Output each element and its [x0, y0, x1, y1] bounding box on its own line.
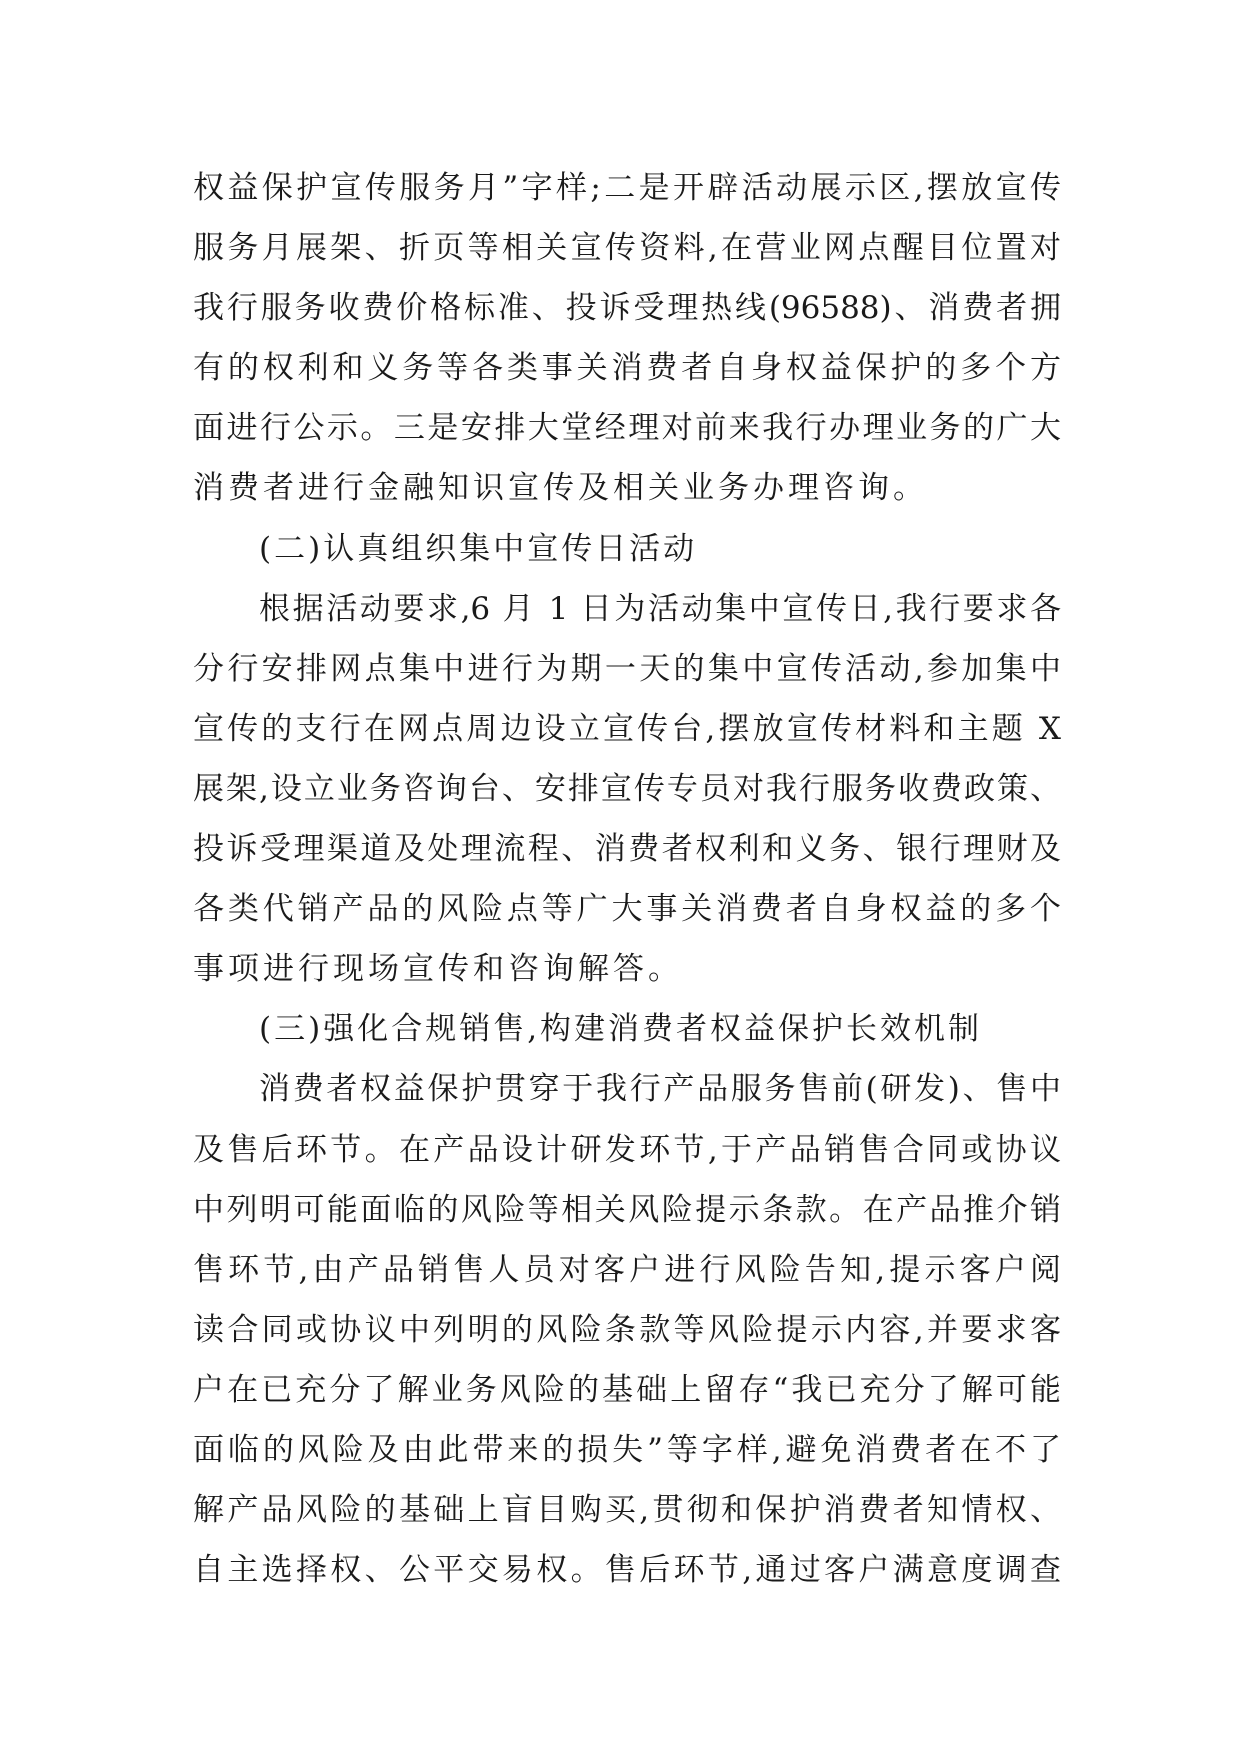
text-line: 解产品风险的基础上盲目购买,贯彻和保护消费者知情权、 [193, 1492, 1061, 1529]
section-heading-2: (二)认真组织集中宣传日活动 [259, 530, 698, 567]
text-line: 服务月展架、折页等相关宣传资料,在营业网点醒目位置对 [193, 230, 1061, 267]
text-line: 中列明可能面临的风险等相关风险提示条款。在产品推介销 [193, 1191, 1061, 1228]
text-line: 读合同或协议中列明的风险条款等风险提示内容,并要求客 [193, 1311, 1061, 1348]
text-line: 根据活动要求,6 月 1 日为活动集中宣传日,我行要求各 [259, 590, 1061, 627]
text-line: 面进行公示。三是安排大堂经理对前来我行办理业务的广大 [193, 410, 1061, 447]
text-line: 事项进行现场宣传和咨询解答。 [193, 951, 683, 988]
text-line: 自主选择权、公平交易权。售后环节,通过客户满意度调查 [193, 1552, 1061, 1589]
text-line: 有的权利和义务等各类事关消费者自身权益保护的多个方 [193, 350, 1061, 387]
text-line: 售环节,由产品销售人员对客户进行风险告知,提示客户阅 [193, 1251, 1061, 1288]
body-text [193, 158, 1061, 1600]
text-line: 户在已充分了解业务风险的基础上留存“我已充分了解可能 [193, 1371, 1061, 1408]
text-line: 权益保护宣传服务月”字样;二是开辟活动展示区,摆放宣传 [193, 170, 1061, 206]
text-line: 面临的风险及由此带来的损失”等字样,避免消费者在不了 [193, 1431, 1061, 1468]
text-line: 消费者进行金融知识宣传及相关业务办理咨询。 [193, 470, 928, 507]
text-line: 投诉受理渠道及处理流程、消费者权利和义务、银行理财及 [193, 831, 1061, 868]
text-line: 分行安排网点集中进行为期一天的集中宣传活动,参加集中 [193, 650, 1061, 687]
text-line: 及售后环节。在产品设计研发环节,于产品销售合同或协议 [193, 1131, 1061, 1168]
text-line: 宣传的支行在网点周边设立宣传台,摆放宣传材料和主题 X [193, 710, 1061, 747]
text-line: 展架,设立业务咨询台、安排宣传专员对我行服务收费政策、 [193, 770, 1061, 807]
text-line: 消费者权益保护贯穿于我行产品服务售前(研发)、售中 [259, 1071, 1061, 1108]
text-line: 我行服务收费价格标准、投诉受理热线(96588)、消费者拥 [193, 290, 1061, 327]
section-heading-3: (三)强化合规销售,构建消费者权益保护长效机制 [259, 1011, 983, 1048]
text-line: 各类代销产品的风险点等广大事关消费者自身权益的多个 [193, 891, 1061, 928]
